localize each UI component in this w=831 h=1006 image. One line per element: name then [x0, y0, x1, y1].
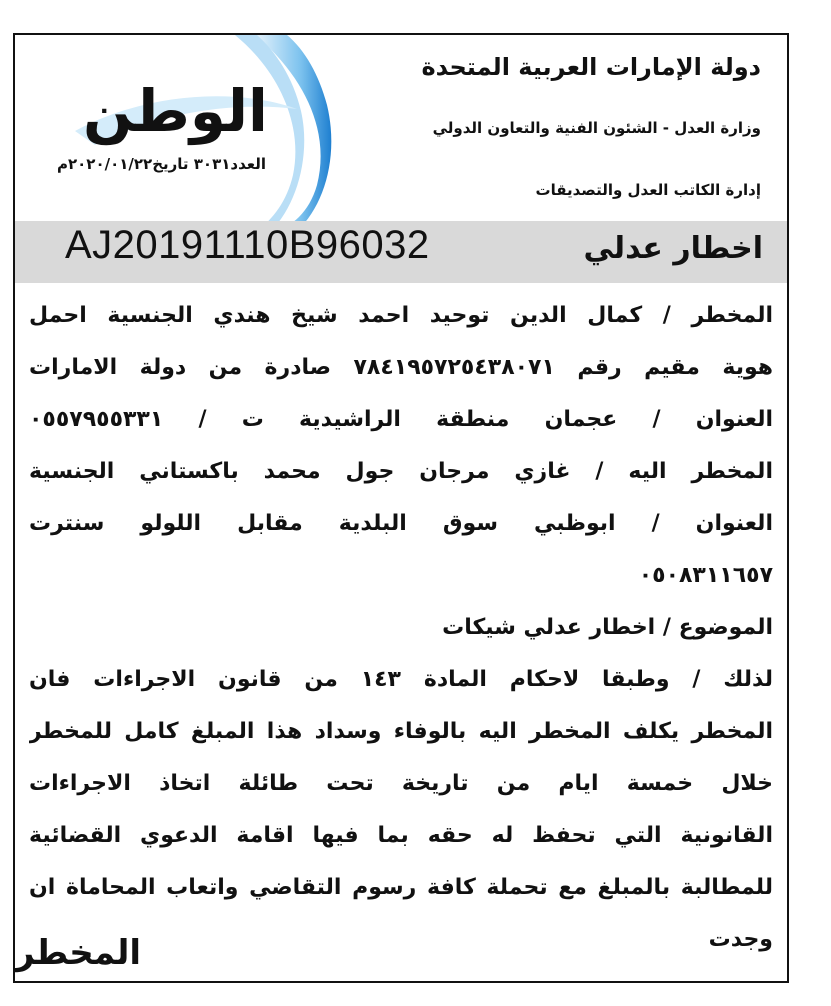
ministry-heading: وزارة العدل - الشئون الفنية والتعاون الدولي — [432, 119, 761, 137]
body-line: العنوان / عجمان منطقة الراشيدية ت / ٠٥٥٧٩٥٥٣٣١ — [29, 407, 773, 432]
body-line: ٠٥٠٨٣١١٦٥٧ — [638, 563, 773, 588]
notice-body — [29, 293, 773, 969]
newspaper-logo — [35, 35, 340, 231]
body-line: وجدت — [708, 927, 773, 952]
country-heading: دولة الإمارات العربية المتحدة — [421, 53, 761, 81]
newspaper-name: الوطن — [83, 77, 268, 145]
body-line: العنوان / ابوظبي سوق البلدية مقابل اللولو سنترت — [29, 511, 773, 536]
body-line: المخطر / كمال الدين توحيد احمد شيخ هندي الجنسية احمل — [29, 303, 773, 328]
issue-info: العدد٣٠٣١ تاريخ٢٠٢٠/٠١/٢٢م — [57, 155, 267, 173]
title-band — [15, 221, 787, 283]
body-line: هوية مقيم رقم ٧٨٤١٩٥٧٢٥٤٣٨٠٧١ صادرة من دولة الامارات — [29, 355, 773, 380]
body-line: المخطر اليه / غازي مرجان جول محمد باكستاني الجنسية — [29, 459, 773, 484]
notice-code: AJ20191110B96032 — [65, 223, 430, 267]
body-line: للمطالبة بالمبلغ مع تحملة كافة رسوم التقاضي واتعاب المحاماة ان — [29, 875, 773, 900]
signature: المخطر — [15, 933, 141, 973]
body-line: خلال خمسة ايام من تاريخة تحت طائلة اتخاذ الاجراءات — [29, 771, 773, 796]
body-line: القانونية التي تحفظ له حقه بما فيها اقامة الدعوي القضائية — [29, 823, 773, 848]
body-line: لذلك / وطبقا لاحكام المادة ١٤٣ من قانون الاجراءات فان — [29, 667, 773, 692]
body-line: المخطر يكلف المخطر اليه بالوفاء وسداد هذا المبلغ كامل للمخطر — [29, 719, 773, 744]
notice-frame — [13, 33, 789, 983]
department-heading: إدارة الكاتب العدل والتصديقات — [535, 181, 761, 199]
notice-title: اخطار عدلي — [583, 231, 763, 266]
body-line: الموضوع / اخطار عدلي شيكات — [442, 615, 773, 640]
